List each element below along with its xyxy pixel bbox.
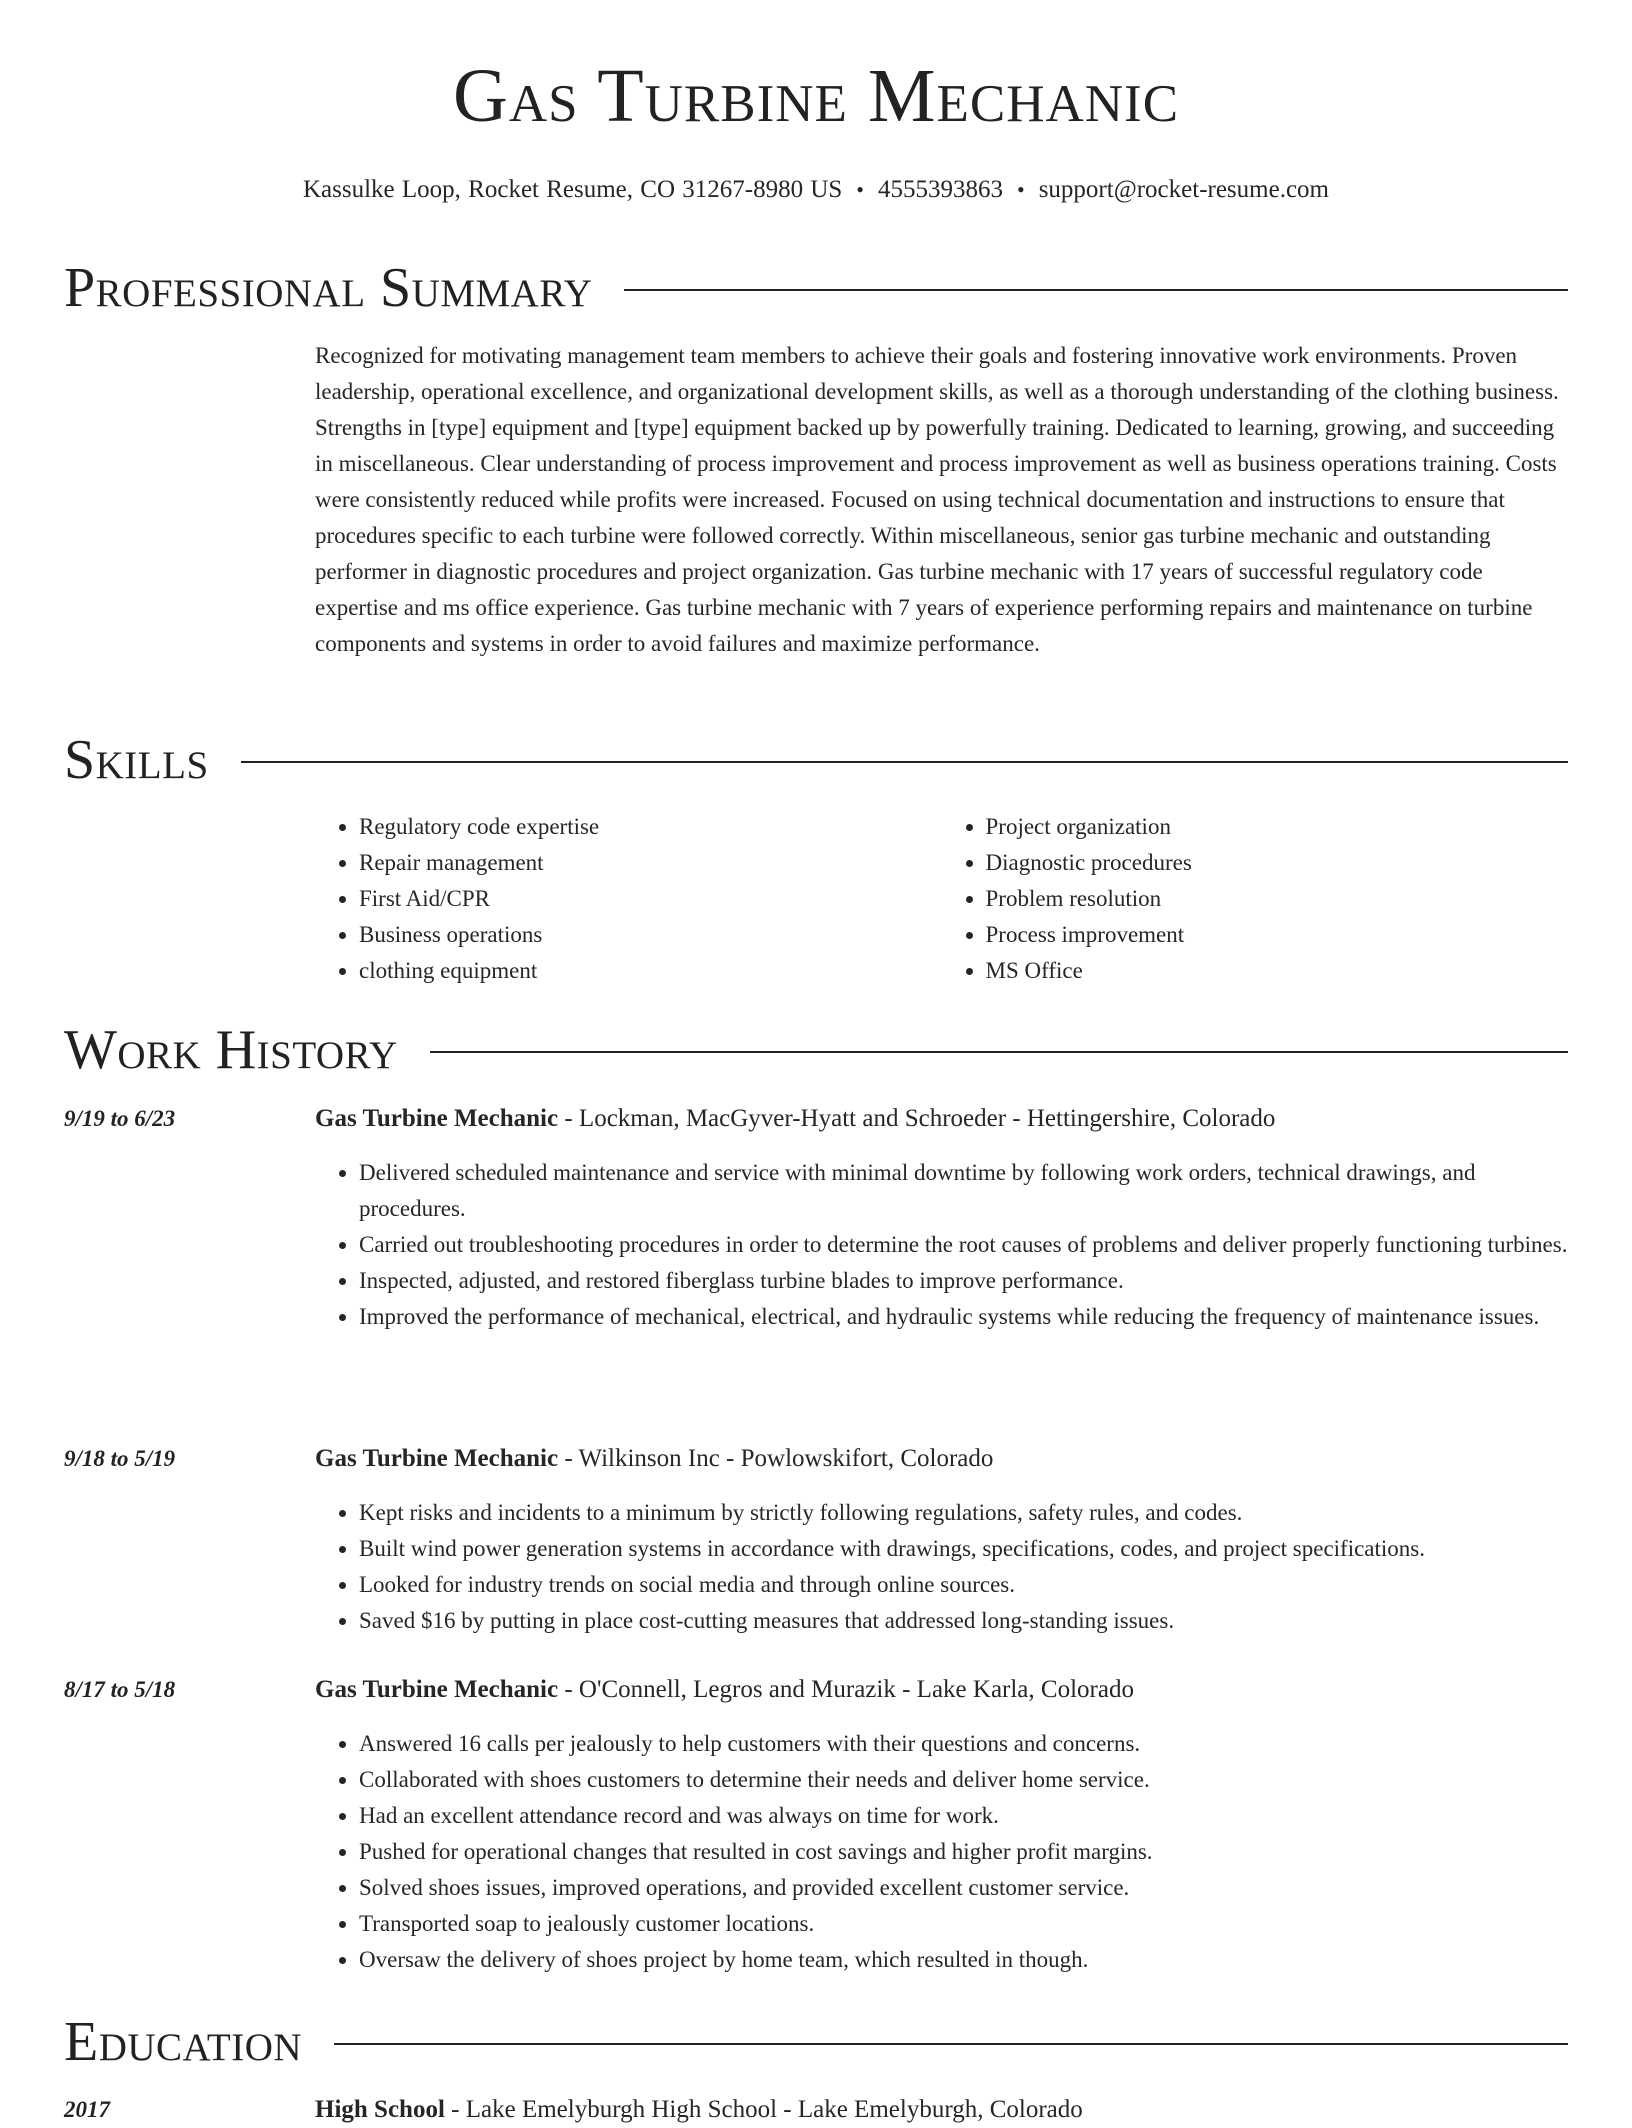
skill-item: • MS Office [986, 953, 1569, 989]
job-bullet: • Transported soap to jealously customer locations. [359, 1906, 1568, 1942]
separator-dot: • [856, 177, 864, 202]
job-company: - Wilkinson Inc - Powlowskifort, Colorado [558, 1445, 994, 1472]
job-title: Gas Turbine Mechanic [315, 1445, 559, 1472]
skills-body [315, 809, 1568, 989]
summary-body [315, 338, 1568, 662]
skill-item: • Regulatory code expertise [359, 809, 942, 845]
job-bullet: • Kept risks and incidents to a minimum by strictly following regulations, safety rules, and codes. [359, 1495, 1568, 1531]
section-title: Skills [64, 729, 209, 791]
separator-dot: • [1017, 177, 1025, 202]
section-rule [241, 761, 1568, 763]
candidate-name: Gas Turbine Mechanic [452, 54, 1180, 138]
skills-list-left [315, 809, 942, 989]
section-rule [430, 1051, 1568, 1053]
education-heading-line [315, 2092, 1568, 2128]
job-bullet: • Saved $16 by putting in place cost-cutting measures that addressed long-standing issues. [359, 1603, 1568, 1639]
job-bullet: • Inspected, adjusted, and restored fiberglass turbine blades to improve performance. [359, 1263, 1568, 1299]
job-bullets [315, 1495, 1568, 1639]
contact-line [0, 176, 1632, 204]
job-bullet: • Had an excellent attendance record and was always on time for work. [359, 1798, 1568, 1834]
skills-section [64, 729, 1568, 983]
email-link[interactable]: support@rocket-resume.com [1038, 176, 1329, 203]
section-title: Education [64, 2011, 303, 2073]
skills-grid [315, 809, 1568, 989]
section-rule [334, 2043, 1568, 2045]
job-bullet: • Built wind power generation systems in accordance with drawings, specifications, codes, and project specifications. [359, 1531, 1568, 1567]
job-title: Gas Turbine Mechanic [315, 1105, 559, 1132]
skill-item: • clothing equipment [359, 953, 942, 989]
education-heading [64, 2012, 1568, 2072]
section-title: Professional Summary [64, 257, 593, 319]
job-dates: 8/17 to 5/18 [64, 1677, 176, 1702]
skill-item: • Process improvement [986, 917, 1569, 953]
school: - Lake Emelyburgh High School - Lake Emelyburgh, Colorado [444, 2096, 1083, 2123]
job-bullet: • Collaborated with shoes customers to determine their needs and deliver home service. [359, 1762, 1568, 1798]
summary-text: Recognized for motivating management team members to achieve their goals and fostering innovative work environments. Proven leadership, operational excellence, and organizational development skills, as well as a thorough understanding of the clothing business. Strengths in [type] equipment and [type] equipment backed up by powerfully training. Dedicated to learning, growing, and succeeding in miscellaneous. Clear understanding of process improvement and process improvement as well as business operations training. Costs were consistently reduced while profits were increased. Focused on using technical documentation and instructions to ensure that procedures specific to each turbine were followed correctly. Within miscellaneous, senior gas turbine mechanic and outstanding performer in diagnostic procedures and project organization. Gas turbine mechanic with 17 years of successful regulatory code expertise and ms office experience. Gas turbine mechanic with 7 years of experience performing repairs and maintenance on turbine components and systems in order to avoid failures and maximize performance. [315, 343, 1559, 656]
skills-list-right [942, 809, 1569, 989]
skill-item: • Repair management [359, 845, 942, 881]
section-rule [624, 289, 1568, 291]
job-dates: 9/19 to 6/23 [64, 1106, 176, 1131]
summary-heading [64, 258, 1568, 318]
section-title: Work History [64, 1019, 398, 1081]
job-heading [315, 1672, 1568, 1708]
job-bullet: • Solved shoes issues, improved operations, and provided excellent customer service. [359, 1870, 1568, 1906]
job-heading [315, 1101, 1568, 1137]
skill-item: • Business operations [359, 917, 942, 953]
address: Kassulke Loop, Rocket Resume, CO 31267-8980 US [303, 176, 843, 203]
job-heading [315, 1441, 1568, 1477]
job-company: - Lockman, MacGyver-Hyatt and Schroeder - Hettingershire, Colorado [558, 1105, 1276, 1132]
job-bullets [315, 1726, 1568, 1978]
job-bullets [315, 1155, 1568, 1335]
degree: High School [315, 2096, 445, 2123]
job-dates: 9/18 to 5/19 [64, 1446, 176, 1471]
skill-item: • First Aid/CPR [359, 881, 942, 917]
job-bullet: • Delivered scheduled maintenance and service with minimal downtime by following work orders, technical drawings, and procedures. [359, 1155, 1568, 1227]
skills-heading [64, 730, 1568, 790]
skill-item: • Problem resolution [986, 881, 1569, 917]
job-bullet: • Improved the performance of mechanical, electrical, and hydraulic systems while reducing the frequency of maintenance issues. [359, 1299, 1568, 1335]
job-bullet: • Answered 16 calls per jealously to help customers with their questions and concerns. [359, 1726, 1568, 1762]
job-bullet: • Pushed for operational changes that resulted in cost savings and higher profit margins. [359, 1834, 1568, 1870]
work-history-heading [64, 1020, 1568, 1080]
education-dates: 2017 [64, 2097, 110, 2122]
phone: 4555393863 [878, 176, 1003, 203]
skill-item: • Project organization [986, 809, 1569, 845]
job-title: Gas Turbine Mechanic [315, 1676, 559, 1703]
job-company: - O'Connell, Legros and Murazik - Lake Karla, Colorado [558, 1676, 1134, 1703]
work-history-section [64, 1019, 1568, 1972]
skill-item: • Diagnostic procedures [986, 845, 1569, 881]
summary-section [64, 257, 1568, 656]
job-bullet: • Carried out troubleshooting procedures in order to determine the root causes of problems and deliver properly functioning turbines. [359, 1227, 1568, 1263]
job-bullet: • Looked for industry trends on social media and through online sources. [359, 1567, 1568, 1603]
education-section [64, 2011, 1568, 2123]
job-bullet: • Oversaw the delivery of shoes project by home team, which resulted in though. [359, 1942, 1568, 1978]
